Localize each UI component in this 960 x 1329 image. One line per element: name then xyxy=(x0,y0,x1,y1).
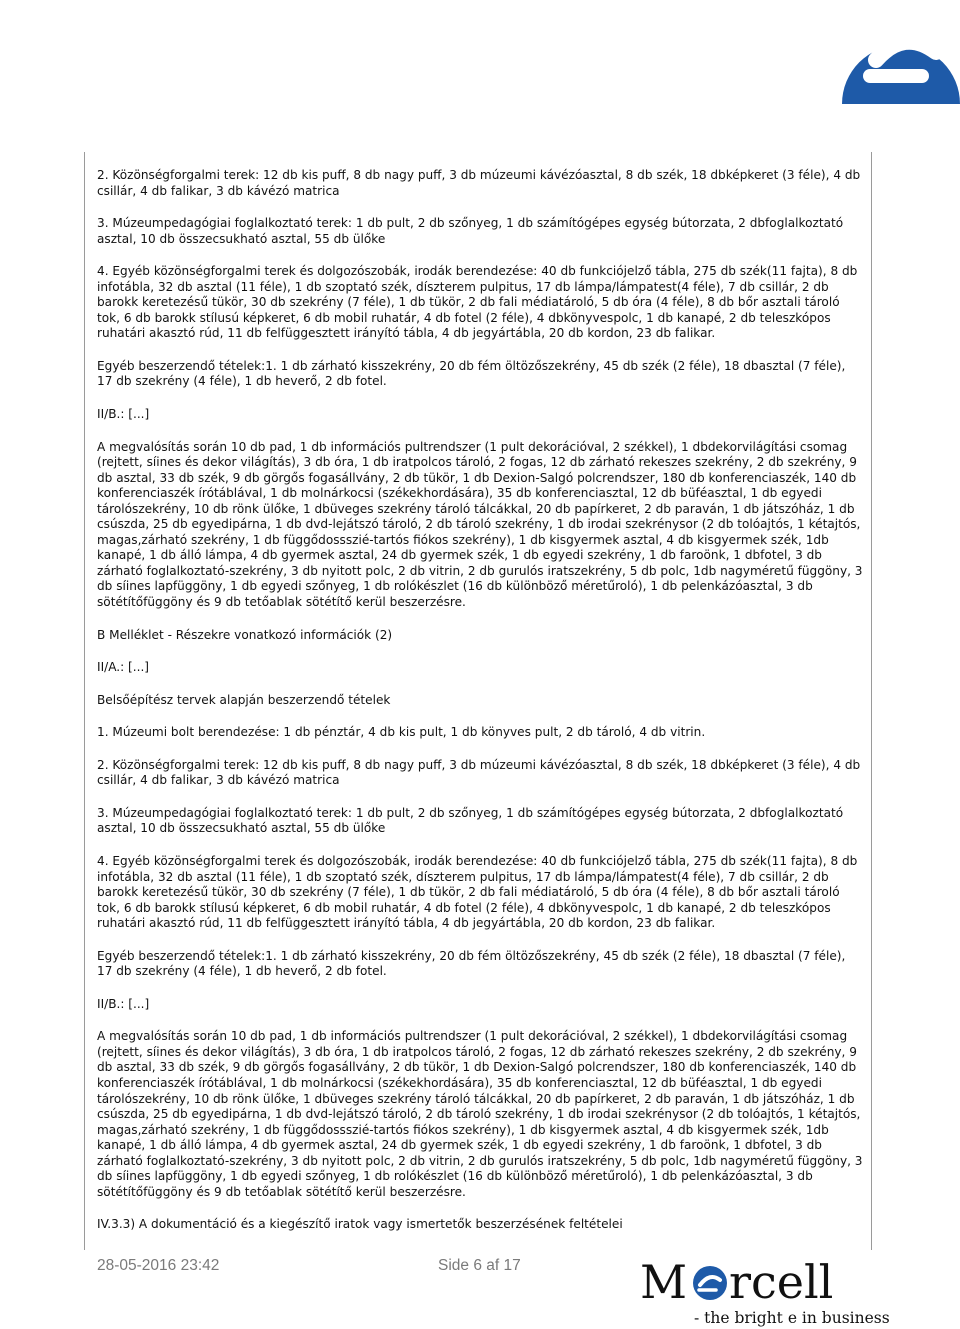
footer-page-number: Side 6 af 17 xyxy=(438,1257,521,1274)
paragraph-public-spaces-2: 2. Közönségforgalmi terek: 12 db kis puff, 8 db nagy puff, 3 db múzeumi kávézóasztal, 8 db szék, 18 dbképkeret (3 féle), 4 db csillár, 4 db falikar, 3 db kávézó matrica xyxy=(97,757,861,788)
paragraph-museum-shop: 1. Múzeumi bolt berendezése: 1 db pénztár, 4 db kis pult, 1 db könyves pult, 2 db tároló, 4 db vitrin. xyxy=(97,725,706,740)
paragraph-public-spaces: 2. Közönségforgalmi terek: 12 db kis puff, 8 db nagy puff, 3 db múzeumi kávézóasztal, 8 db szék, 18 dbképkeret (3 féle), 4 db csillár, 4 db falikar, 3 db kávézó matrica xyxy=(97,168,861,198)
brand-e-icon xyxy=(812,0,960,104)
page-footer xyxy=(0,1250,960,1329)
svg-text:rcell: rcell xyxy=(729,1255,834,1309)
document-body xyxy=(97,168,863,1233)
paragraph-education-spaces-2: 3. Múzeumpedagógiai foglalkoztató terek: 1 db pult, 2 db szőnyeg, 1 db számítógépes egység bútorzata, 2 dbfoglalkoztató asztal, 10 db összecsukható asztal, 55 db ülőke xyxy=(97,805,844,836)
footer-date: 28-05-2016 23:42 xyxy=(97,1257,220,1274)
section-heading-iib: II/B.: [...] xyxy=(97,407,150,422)
svg-text:M: M xyxy=(640,1255,688,1309)
paragraph-other-items: Egyéb beszerzendő tételek:1. 1 db zárható kisszekrény, 20 db fém öltözőszekrény, 45 db szék (2 féle), 18 dbasztal (7 féle), 17 db szekrény (4 féle), 1 db heverő, 2 db fotel. xyxy=(97,358,846,389)
paragraph-other-spaces: 4. Egyéb közönségforgalmi terek és dolgozószobák, irodák berendezése: 40 db funkciójelző tábla, 275 db szék(11 fajta), 8 db infotábla, 32 db asztal (11 féle), 1 db szoptató szék, díszterem pulpitus, 17 db lámpa/lámpatest(4 féle), 7 db csillár, 2 db barokk keretezésű tükör, 30 db szekrény (7 féle), 1 db tükör, 2 db fali médiatároló, 5 db óra (4 féle), 8 db bőr asztali tároló tok, 6 db barokk stílusú képkeret, 6 db mobil ruhatár, 4 db fotel (2 féle), 4 dbkönyvespolc, 1 db kanapé, 2 db teleszkópos ruhatári akasztó rúd, 11 db felfüggesztett irányító tábla, 4 db jegyártábla, 20 db kordon, 23 db falikar. xyxy=(97,264,858,341)
section-heading-iia: II/A.: [...] xyxy=(97,660,150,675)
marcell-logo xyxy=(640,1252,890,1329)
annex-b-heading: B Melléklet - Részekre vonatkozó információk (2) xyxy=(97,627,393,642)
interior-items-heading: Belsőépítész tervek alapján beszerzendő tételek xyxy=(97,692,391,707)
section-heading-iv33: IV.3.3) A dokumentáció és a kiegészítő iratok vagy ismertetők beszerzésének feltételei xyxy=(97,1217,623,1232)
brand-tagline: - the bright e in business xyxy=(694,1309,890,1327)
paragraph-education-spaces: 3. Múzeumpedagógiai foglalkoztató terek: 1 db pult, 2 db szőnyeg, 1 db számítógépes egység bútorzata, 2 dbfoglalkoztató asztal, 10 db összecsukható asztal, 55 db ülőke xyxy=(97,216,844,246)
paragraph-other-items-2: Egyéb beszerzendő tételek:1. 1 db zárható kisszekrény, 20 db fém öltözőszekrény, 45 db szék (2 féle), 18 dbasztal (7 féle), 17 db szekrény (4 féle), 1 db heverő, 2 db fotel. xyxy=(97,948,846,979)
paragraph-other-spaces-2: 4. Egyéb közönségforgalmi terek és dolgozószobák, irodák berendezése: 40 db funkciójelző tábla, 275 db szék(11 fajta), 8 db infotábla, 32 db asztal (11 féle), 1 db szoptató szék, díszterem pulpitus, 17 db lámpa/lámpatest(4 féle), 7 db csillár, 2 db barokk keretezésű tükör, 30 db szekrény (7 féle), 1 db tükör, 2 db fali médiatároló, 5 db óra (4 féle), 8 db bőr asztali tároló tok, 6 db barokk stílusú képkeret, 6 db mobil ruhatár, 4 db fotel (2 féle), 4 dbkönyvespolc, 1 db kanapé, 2 db teleszkópos ruhatári akasztó rúd, 11 db felfüggesztett irányító tábla, 4 db jegyártábla, 20 db kordon, 23 db falikar. xyxy=(97,853,858,931)
paragraph-implementation: A megvalósítás során 10 db pad, 1 db információs pultrendszer (1 pult dekorációval, 2 székkel), 1 dbdekorvilágítási csomag (rejtett, síines és dekor világítás), 3 db óra, 1 db iratpolcos tároló, 2 fogas, 12 db zárható rekeszes szekrény, 2 db szekrény, 9 db asztal, 33 db szék, 9 db görgős fogasállvány, 2 db tükör, 1 db Dexion-Salgó polcrendszer, 180 db konferenciaszék, 140 db konferenciaszék írótáblával, 1 db molnárkocsi (székekhordására), 35 db konferenciasztal, 12 db büféasztal, 1 db egyedi tárolószekrény, 10 db rönk ülőke, 1 dbüveges szekrény tároló tálcákkal, 20 db papírkeret, 2 db paraván, 1 db játszóház, 1 db csúszda, 25 db egyedipárna, 1 db dvd-lejátszó tároló, 2 db tároló szekrény, 1 db irodai szekrénysor (2 db tolóajtós, 1 kétajtós, magas,zárható szekrény, 1 db függődossszié-tartós fiókos szekrény), 1 db kisgyermek asztal, 4 db kisgyermek szék, 1db kanapé, 1 db álló lámpa, 4 db gyermek asztal, 24 db gyermek szék, 1 db egyedi szekrény, 1 db faroönk, 1 dbfotel, 3 db zárható foglalkoztató-szekrény, 3 db nyitott polc, 2 db vitrin, 2 db gurulós iratszekrény, 5 db polc, 1db nagyméretű függöny, 3 db síines lapfüggöny, 1 db egyedi szőnyeg, 1 db rolókészlet (16 db különböző méretűroló), 1 db pelenkázóasztal, 3 db sötétítőfüggöny és 9 db tetőablak sötétítő kerül beszerzésre. xyxy=(97,439,863,610)
paragraph-implementation-2: A megvalósítás során 10 db pad, 1 db információs pultrendszer (1 pult dekorációval, 2 székkel), 1 dbdekorvilágítási csomag (rejtett, síines és dekor világítás), 3 db óra, 1 db iratpolcos tároló, 2 fogas, 12 db zárható rekeszes szekrény, 2 db szekrény, 9 db asztal, 33 db szék, 9 db görgős fogasállvány, 2 db tükör, 1 db Dexion-Salgó polcrendszer, 180 db konferenciaszék, 140 db konferenciaszék írótáblával, 1 db molnárkocsi (székekhordására), 35 db konferenciasztal, 12 db büféasztal, 1 db egyedi tárolószekrény, 10 db rönk ülőke, 1 dbüveges szekrény tároló tálcákkal, 20 db papírkeret, 2 db paraván, 1 db játszóház, 1 db csúszda, 25 db egyedipárna, 1 db dvd-lejátszó tároló, 2 db tároló szekrény, 1 db irodai szekrénysor (2 db tolóajtós, 1 kétajtós, magas,zárható szekrény, 1 db függődossszié-tartós fiókos szekrény), 1 db kisgyermek asztal, 4 db kisgyermek szék, 1db kanapé, 1 db álló lámpa, 4 db gyermek asztal, 24 db gyermek szék, 1 db egyedi szekrény, 1 db faroönk, 1 dbfotel, 3 db zárható foglalkoztató-szekrény, 3 db nyitott polc, 2 db vitrin, 2 db gurulós iratszekrény, 5 db polc, 1db nagyméretű függöny, 3 db síines lapfüggöny, 1 db egyedi szőnyeg, 1 db rolókészlet (16 db különböző méretűroló), 1 db pelenkázóasztal, 3 db sötétítőfüggöny és 9 db tetőablak sötétítő kerül beszerzésre. xyxy=(97,1029,863,1199)
section-heading-iib-2: II/B.: [...] xyxy=(97,996,150,1011)
